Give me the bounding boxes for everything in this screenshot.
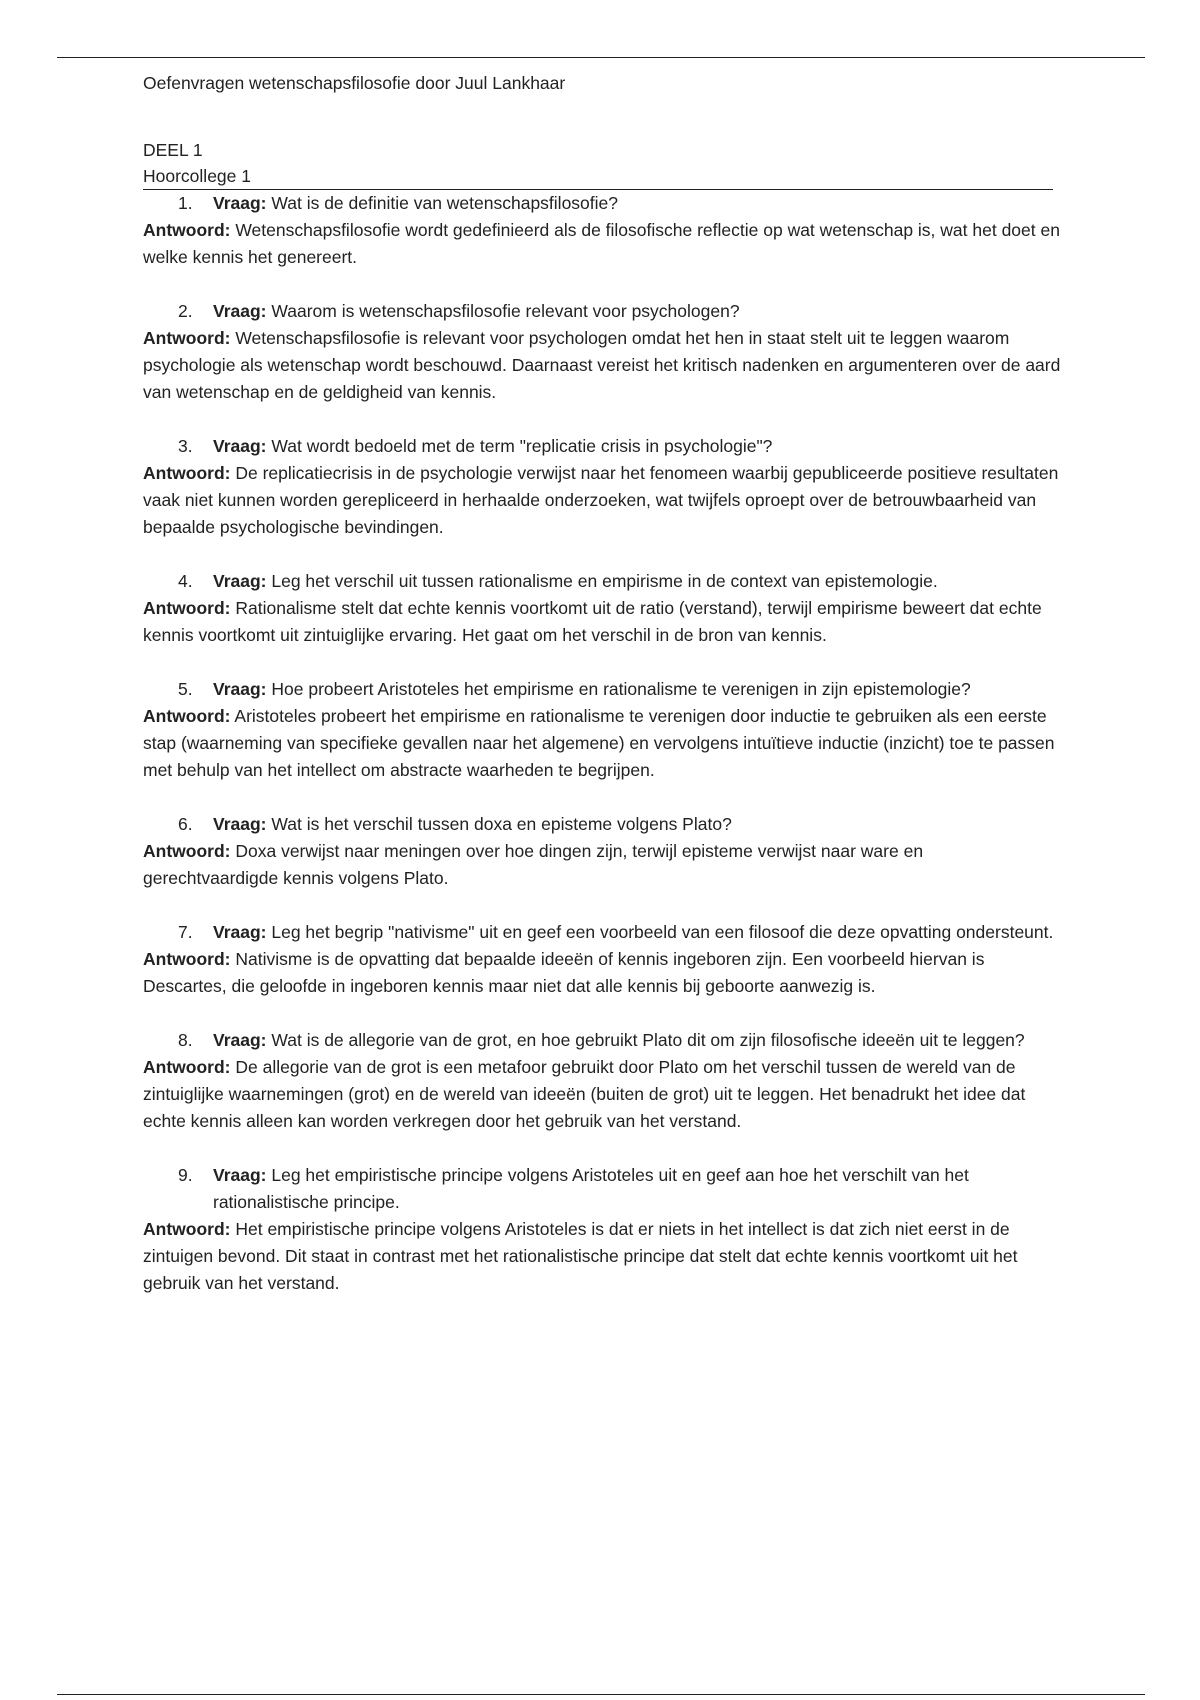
question-text: Leg het begrip "nativisme" uit en geef een voorbeeld van een filosoof die deze opvatting ondersteunt. bbox=[271, 922, 1054, 942]
answer-text: Aristoteles probeert het empirisme en rationalisme te verenigen door inductie te gebruiken als een eerste stap (waarneming van specifieke gevallen naar het algemene) en vervolgens intuïtieve inductie (inzicht) toe te passen met behulp van het intellect om abstracte waarheden te begrijpen. bbox=[143, 706, 1055, 780]
question bbox=[143, 568, 1063, 595]
question bbox=[143, 676, 1063, 703]
question bbox=[143, 811, 1063, 838]
question-label: Vraag: bbox=[213, 814, 267, 834]
qa-item bbox=[143, 433, 1063, 541]
question-label: Vraag: bbox=[213, 571, 267, 591]
footer-rule bbox=[57, 1694, 1145, 1695]
question-text: Wat is de definitie van wetenschapsfilosofie? bbox=[271, 193, 618, 213]
question-number: 7. bbox=[178, 922, 193, 942]
qa-list bbox=[143, 190, 1063, 1297]
answer bbox=[143, 460, 1063, 541]
question-label: Vraag: bbox=[213, 436, 267, 456]
answer-label: Antwoord: bbox=[143, 949, 231, 969]
question-text: Leg het empiristische principe volgens Aristoteles uit en geef aan hoe het verschilt van het rationalistische principe. bbox=[213, 1165, 969, 1212]
question bbox=[143, 1027, 1063, 1054]
answer-text: De allegorie van de grot is een metafoor gebruikt door Plato om het verschil tussen de wereld van de zintuiglijke waarnemingen (grot) en de wereld van ideeën (buiten de grot) uit te leggen. Het benadrukt het idee dat echte kennis alleen kan worden verkregen door het gebruik van het verstand. bbox=[143, 1057, 1026, 1131]
answer-label: Antwoord: bbox=[143, 706, 231, 726]
qa-item bbox=[143, 1162, 1063, 1297]
answer bbox=[143, 703, 1063, 784]
lecture-heading: Hoorcollege 1 bbox=[143, 164, 1053, 190]
question-label: Vraag: bbox=[213, 301, 267, 321]
answer bbox=[143, 325, 1063, 406]
question-number: 5. bbox=[178, 679, 193, 699]
answer-label: Antwoord: bbox=[143, 220, 231, 240]
answer bbox=[143, 946, 1063, 1000]
question-label: Vraag: bbox=[213, 922, 267, 942]
answer-text: Het empiristische principe volgens Aristoteles is dat er niets in het intellect is dat zich niet eerst in de zintuigen bevond. Dit staat in contrast met het rationalistische principe dat stelt dat echte kennis voortkomt uit het gebruik van het verstand. bbox=[143, 1219, 1018, 1293]
question-text: Hoe probeert Aristoteles het empirisme en rationalisme te verenigen in zijn epistemologie? bbox=[271, 679, 971, 699]
part-heading: DEEL 1 bbox=[143, 140, 203, 160]
answer-label: Antwoord: bbox=[143, 328, 231, 348]
question bbox=[143, 190, 1063, 217]
answer bbox=[143, 595, 1063, 649]
answer-text: De replicatiecrisis in de psychologie verwijst naar het fenomeen waarbij gepubliceerde positieve resultaten vaak niet kunnen worden gerepliceerd in herhaalde onderzoeken, wat twijfels oproept over de betrouwbaarheid van bepaalde psychologische bevindingen. bbox=[143, 463, 1059, 537]
question-number: 6. bbox=[178, 814, 193, 834]
answer-text: Wetenschapsfilosofie wordt gedefinieerd als de filosofische reflectie op wat wetenschap is, wat het doet en welke kennis het genereert. bbox=[143, 220, 1060, 267]
answer-label: Antwoord: bbox=[143, 1219, 231, 1239]
document-body bbox=[143, 70, 1063, 1297]
question-text: Leg het verschil uit tussen rationalisme en empirisme in de context van epistemologie. bbox=[271, 571, 938, 591]
qa-item bbox=[143, 568, 1063, 649]
question bbox=[143, 919, 1063, 946]
qa-item bbox=[143, 190, 1063, 271]
question-label: Vraag: bbox=[213, 679, 267, 699]
qa-item bbox=[143, 298, 1063, 406]
answer-text: Doxa verwijst naar meningen over hoe dingen zijn, terwijl episteme verwijst naar ware en gerechtvaardigde kennis volgens Plato. bbox=[143, 841, 924, 888]
qa-item bbox=[143, 1027, 1063, 1135]
answer-label: Antwoord: bbox=[143, 1057, 231, 1077]
answer bbox=[143, 217, 1063, 271]
question-text: Wat wordt bedoeld met de term "replicatie crisis in psychologie"? bbox=[271, 436, 773, 456]
question-text: Waarom is wetenschapsfilosofie relevant voor psychologen? bbox=[271, 301, 740, 321]
answer-text: Wetenschapsfilosofie is relevant voor psychologen omdat het hen in staat stelt uit te leggen waarom psychologie als wetenschap wordt beschouwd. Daarnaast vereist het kritisch nadenken en argumenteren over de aard van wetenschap en de geldigheid van kennis. bbox=[143, 328, 1061, 402]
answer-label: Antwoord: bbox=[143, 463, 231, 483]
qa-item bbox=[143, 811, 1063, 892]
answer bbox=[143, 1216, 1063, 1297]
question-text: Wat is de allegorie van de grot, en hoe gebruikt Plato dit om zijn filosofische ideeën uit te leggen? bbox=[271, 1030, 1025, 1050]
answer bbox=[143, 838, 1063, 892]
question-label: Vraag: bbox=[213, 1165, 267, 1185]
qa-item bbox=[143, 919, 1063, 1000]
answer bbox=[143, 1054, 1063, 1135]
question-label: Vraag: bbox=[213, 193, 267, 213]
answer-label: Antwoord: bbox=[143, 598, 231, 618]
question-number: 9. bbox=[178, 1165, 193, 1185]
question-number: 4. bbox=[178, 571, 193, 591]
question-label: Vraag: bbox=[213, 1030, 267, 1050]
question-number: 3. bbox=[178, 436, 193, 456]
question-number: 8. bbox=[178, 1030, 193, 1050]
header-rule bbox=[57, 57, 1145, 58]
answer-label: Antwoord: bbox=[143, 841, 231, 861]
question bbox=[143, 1162, 1063, 1216]
answer-text: Rationalisme stelt dat echte kennis voortkomt uit de ratio (verstand), terwijl empirisme beweert dat echte kennis voortkomt uit zintuiglijke ervaring. Het gaat om het verschil in de bron van kennis. bbox=[143, 598, 1042, 645]
question-text: Wat is het verschil tussen doxa en episteme volgens Plato? bbox=[271, 814, 732, 834]
answer-text: Nativisme is de opvatting dat bepaalde ideeën of kennis ingeboren zijn. Een voorbeeld hiervan is Descartes, die geloofde in ingeboren kennis maar niet dat alle kennis bij geboorte aanwezig is. bbox=[143, 949, 985, 996]
qa-item bbox=[143, 676, 1063, 784]
document-title: Oefenvragen wetenschapsfilosofie door Juul Lankhaar bbox=[143, 73, 566, 93]
question-number: 1. bbox=[178, 193, 193, 213]
question bbox=[143, 298, 1063, 325]
question bbox=[143, 433, 1063, 460]
question-number: 2. bbox=[178, 301, 193, 321]
